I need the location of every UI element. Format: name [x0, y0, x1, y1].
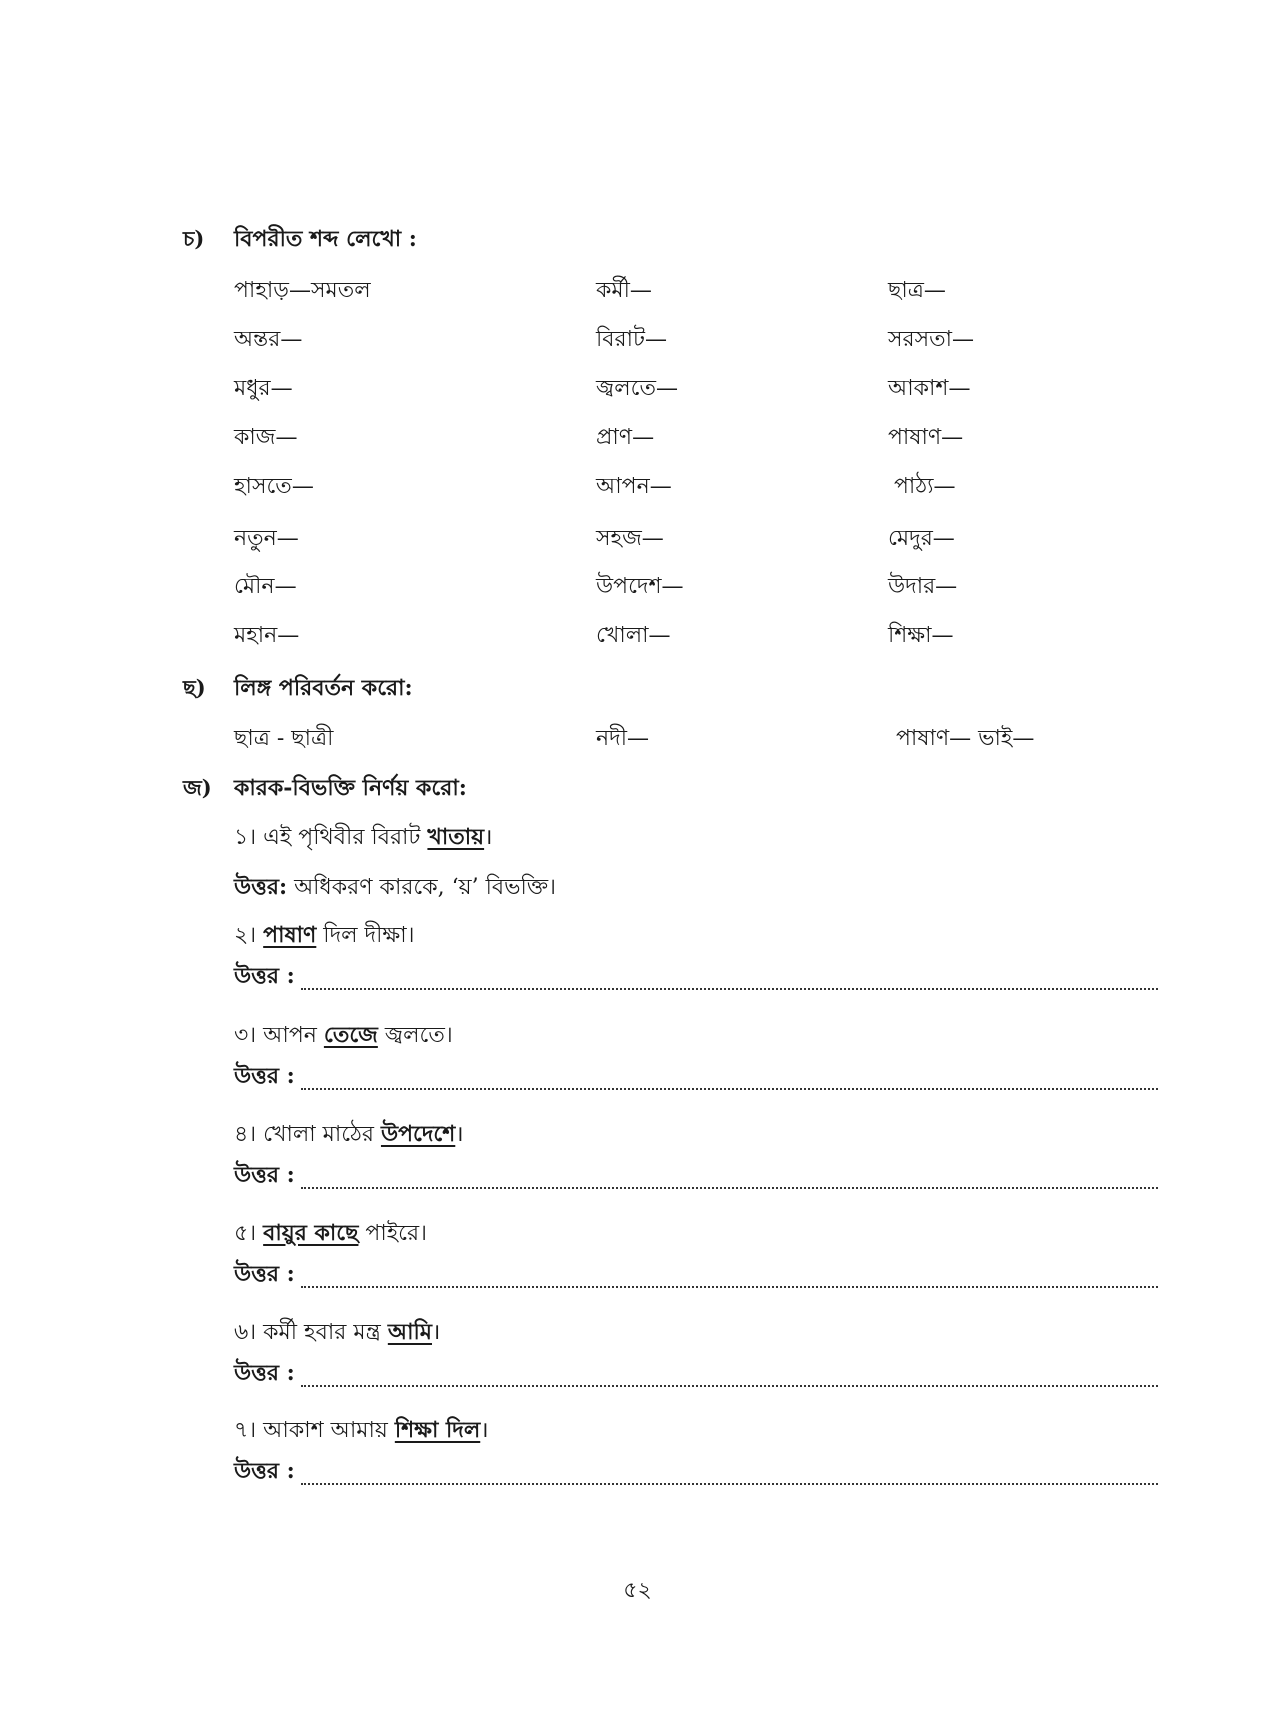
section-ch-title: বিপরীত শব্দ লেখো : — [234, 226, 417, 252]
question-6 — [234, 1315, 440, 1352]
antonym-cell: আকাশ— — [888, 376, 971, 401]
question-text: দিল দীক্ষা। — [316, 923, 415, 948]
question-text: ৭। আকাশ আমায় — [234, 1418, 395, 1443]
answer-label: উত্তর : — [234, 1261, 295, 1287]
antonym-cell: মেদুর— — [888, 526, 955, 551]
question-text: জ্বলতে। — [377, 1023, 453, 1048]
antonym-cell: কর্মী— — [596, 278, 652, 303]
antonym-cell: হাসতে— — [234, 474, 314, 499]
antonym-cell: পাঠ্য— — [894, 474, 956, 499]
gender-cell: পাষাণ— ভাই— — [896, 726, 1035, 751]
question-highlight: বায়ুর কাছে — [263, 1220, 359, 1246]
antonym-cell: অন্তর— — [234, 327, 303, 352]
section-ch-label: চ) — [183, 226, 205, 251]
question-highlight: তেজে — [323, 1022, 378, 1048]
question-highlight: খাতায় — [427, 824, 485, 850]
antonym-cell: পাহাড়—সমতল — [234, 278, 371, 303]
example-answer — [234, 870, 556, 907]
antonym-cell: মধুর— — [234, 376, 293, 401]
antonym-cell: উদার— — [888, 574, 958, 599]
question-text: ৪। খোলা মাঠের — [234, 1122, 381, 1147]
question-text: ৬। কর্মী হবার মন্ত্র — [234, 1320, 388, 1345]
question-5 — [234, 1216, 427, 1253]
dotted-answer-field[interactable] — [301, 970, 1158, 990]
answer-line[interactable] — [234, 963, 1158, 996]
answer-line[interactable] — [234, 1162, 1158, 1195]
antonym-cell: খোলা— — [596, 623, 671, 648]
dotted-answer-field[interactable] — [301, 1268, 1158, 1288]
question-highlight: শিক্ষা দিল — [394, 1417, 481, 1443]
question-text: । — [455, 1122, 464, 1147]
answer-line[interactable] — [234, 1063, 1158, 1096]
answer-line[interactable] — [234, 1458, 1158, 1491]
dotted-answer-field[interactable] — [301, 1367, 1158, 1387]
answer-line[interactable] — [234, 1360, 1158, 1393]
question-text: । — [484, 825, 493, 850]
answer-text: অধিকরণ কারকে, ‘য়’ বিভক্তি। — [287, 875, 557, 900]
antonym-cell: মৌন— — [234, 574, 297, 599]
gender-cell: ছাত্র - ছাত্রী — [234, 726, 334, 751]
section-chh-title: লিঙ্গ পরিবর্তন করো: — [234, 675, 413, 701]
question-highlight: উপদেশে — [380, 1121, 456, 1147]
antonym-cell: পাষাণ— — [888, 425, 964, 450]
question-text: ২। — [234, 923, 264, 948]
dotted-answer-field[interactable] — [301, 1070, 1158, 1090]
question-text: ১। এই পৃথিবীর বিরাট — [234, 825, 428, 850]
dotted-answer-field[interactable] — [301, 1169, 1158, 1189]
question-text: ৩। আপন — [234, 1023, 324, 1048]
antonym-cell: মহান— — [234, 623, 300, 648]
antonym-cell: নতুন— — [234, 526, 299, 551]
question-4 — [234, 1117, 464, 1154]
question-2 — [234, 918, 414, 955]
gender-cell: নদী— — [596, 726, 649, 751]
antonym-cell: সহজ— — [596, 526, 664, 551]
answer-label: উত্তর : — [234, 1162, 295, 1188]
section-chh-label: ছ) — [183, 675, 206, 700]
antonym-cell: কাজ— — [234, 425, 298, 450]
question-text: । — [432, 1320, 441, 1345]
question-text: । — [480, 1418, 489, 1443]
dotted-answer-field[interactable] — [301, 1465, 1158, 1485]
antonym-cell: সরসতা— — [888, 327, 975, 352]
antonym-cell: শিক্ষা— — [888, 623, 954, 648]
question-highlight: পাষাণ — [263, 922, 317, 948]
question-highlight: আমি — [387, 1319, 432, 1345]
answer-label: উত্তর : — [234, 1063, 295, 1089]
answer-line[interactable] — [234, 1261, 1158, 1294]
antonym-cell: ছাত্র— — [888, 278, 946, 303]
page-number: ৫২ — [623, 1578, 652, 1603]
answer-label: উত্তর: — [234, 874, 288, 900]
antonym-cell: আপন— — [596, 474, 672, 499]
answer-label: উত্তর : — [234, 1458, 295, 1484]
antonym-cell: প্রাণ— — [596, 425, 655, 450]
antonym-cell: উপদেশ— — [596, 574, 684, 599]
question-text: ৫। — [234, 1221, 264, 1246]
section-j-label: জ) — [183, 775, 212, 800]
antonym-cell: জ্বলতে— — [596, 376, 678, 401]
antonym-cell: বিরাট— — [596, 327, 668, 352]
question-3 — [234, 1018, 453, 1055]
answer-label: উত্তর : — [234, 1360, 295, 1386]
section-j-title: কারক-বিভক্তি নির্ণয় করো: — [234, 775, 467, 801]
question-7 — [234, 1413, 489, 1450]
question-text: পাইরে। — [358, 1221, 427, 1246]
answer-label: উত্তর : — [234, 963, 295, 989]
question-1 — [234, 820, 492, 857]
